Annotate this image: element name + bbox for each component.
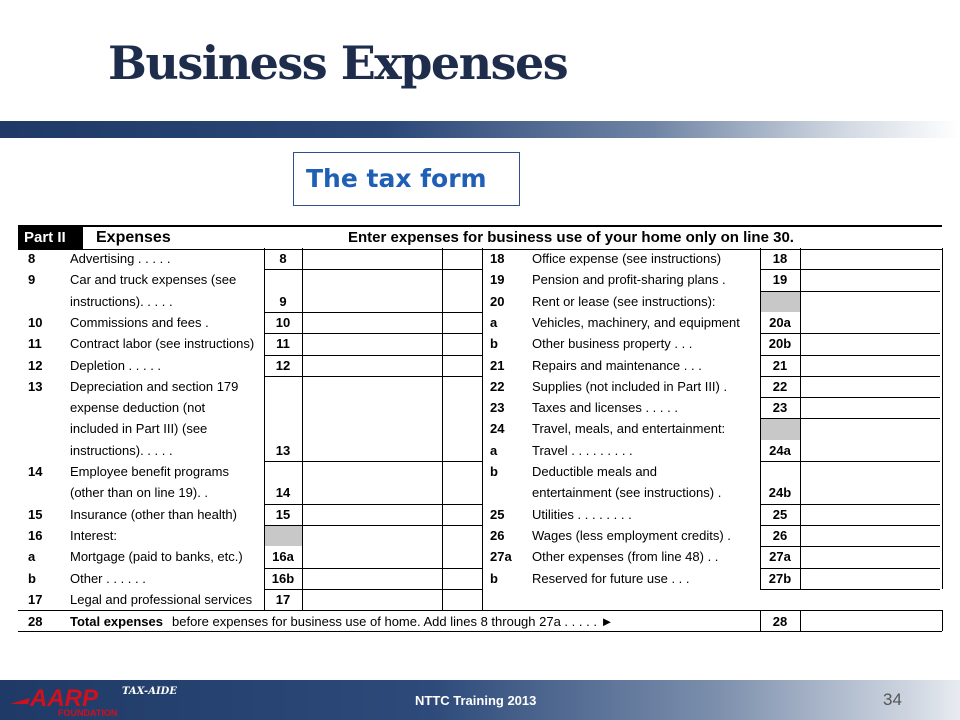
shaded-cell xyxy=(761,292,800,312)
right-line-label: Other business property . . . xyxy=(532,336,693,352)
footer-taxaide: TAX-AIDE xyxy=(122,686,177,697)
left-line-label: included in Part III) (see xyxy=(70,421,208,437)
left-line-label: Commissions and fees . xyxy=(70,314,209,330)
left-line-label: Contract labor (see instructions) xyxy=(70,336,255,352)
left-line-box: 11 xyxy=(276,336,290,352)
right-line-box: 20a xyxy=(769,314,791,330)
column-rule xyxy=(264,248,265,610)
right-line-label: Travel, meals, and entertainment: xyxy=(532,421,726,437)
left-line-number: b xyxy=(28,570,36,586)
row-rule xyxy=(264,589,482,590)
left-line-number: 9 xyxy=(28,272,36,288)
right-line-number: 19 xyxy=(490,272,505,288)
right-line-label: Wages (less employment credits) . xyxy=(532,527,731,543)
right-line-box: 22 xyxy=(772,378,788,394)
left-line-box: 9 xyxy=(279,293,287,309)
left-line-number: 13 xyxy=(28,378,43,394)
total-line-number: 28 xyxy=(28,614,43,630)
column-rule xyxy=(942,248,943,589)
row-rule xyxy=(760,355,940,356)
right-line-box: 26 xyxy=(772,527,788,543)
row-rule xyxy=(264,568,482,569)
right-line-label: Rent or lease (see instructions): xyxy=(532,293,716,309)
right-line-box: 21 xyxy=(772,357,788,373)
left-line-label: instructions). . . . . xyxy=(70,442,173,458)
row-rule xyxy=(760,525,940,526)
left-line-number: a xyxy=(28,549,36,565)
right-line-label: entertainment (see instructions) . xyxy=(532,485,722,501)
row-rule xyxy=(760,589,940,590)
form-header xyxy=(18,225,942,250)
row-rule xyxy=(760,546,940,547)
total-bottom-rule xyxy=(18,631,942,632)
row-rule xyxy=(760,397,940,398)
right-line-number: 24 xyxy=(490,421,505,437)
left-line-label: Car and truck expenses (see xyxy=(70,272,237,288)
right-line-label: Office expense (see instructions) xyxy=(532,251,722,266)
row-rule xyxy=(760,461,940,462)
column-rule xyxy=(760,610,761,631)
right-line-number: 26 xyxy=(490,527,505,543)
footer-center-text: NTTC Training 2013 xyxy=(415,693,537,708)
right-line-label: Vehicles, machinery, and equipment xyxy=(532,314,740,330)
right-line-label: Supplies (not included in Part III) . xyxy=(532,378,728,394)
left-line-label: expense deduction (not xyxy=(70,400,206,416)
total-line-box: 28 xyxy=(772,614,788,630)
left-line-box: 12 xyxy=(275,357,291,373)
right-line-box: 25 xyxy=(772,506,788,522)
total-line-label: before expenses for business use of home. Add lines 8 through 27a . . . . . ► xyxy=(172,614,614,630)
callout-text: The tax form xyxy=(306,164,487,193)
left-line-number: 14 xyxy=(28,464,43,479)
left-line-label: Insurance (other than health) xyxy=(70,506,237,522)
row-rule xyxy=(760,269,940,270)
column-rule xyxy=(482,248,483,610)
right-line-number: 22 xyxy=(490,378,505,394)
left-line-number: 11 xyxy=(28,336,42,352)
right-line-number: b xyxy=(490,336,498,352)
right-line-label: Deductible meals and xyxy=(532,464,658,479)
right-line-number: 18 xyxy=(490,251,505,266)
left-line-box: 10 xyxy=(275,314,291,330)
left-line-label: (other than on line 19). . xyxy=(70,485,209,501)
left-line-label: Depletion . . . . . xyxy=(70,357,162,373)
left-line-box: 15 xyxy=(275,506,291,522)
right-line-box: 27b xyxy=(768,570,792,586)
right-line-box: 19 xyxy=(772,272,788,288)
right-line-number: a xyxy=(490,314,498,330)
left-line-number: 16 xyxy=(28,527,43,543)
shaded-cell xyxy=(761,419,800,439)
callout-box xyxy=(293,152,520,206)
left-line-label: Advertising . . . . . xyxy=(70,251,171,266)
column-rule xyxy=(800,610,801,631)
left-line-label: instructions). . . . . xyxy=(70,293,173,309)
left-line-box: 16b xyxy=(271,570,295,586)
left-line-label: Interest: xyxy=(70,527,117,543)
form-part-label: Part II xyxy=(18,227,83,249)
column-rule xyxy=(442,248,443,610)
row-rule xyxy=(760,333,940,334)
left-line-box: 8 xyxy=(279,251,287,266)
total-top-rule xyxy=(18,610,942,611)
row-rule xyxy=(264,333,482,334)
row-rule xyxy=(264,355,482,356)
right-line-box: 24b xyxy=(768,485,792,501)
left-line-number: 8 xyxy=(28,251,36,266)
row-rule xyxy=(264,269,482,270)
form-instruction: Enter expenses for business use of your home only on line 30. xyxy=(348,229,794,246)
right-line-box: 18 xyxy=(772,251,788,266)
row-rule xyxy=(264,504,482,505)
right-line-box: 20b xyxy=(768,336,792,352)
right-line-number: 27a xyxy=(490,549,512,565)
right-line-number: 25 xyxy=(490,506,505,522)
right-line-number: b xyxy=(490,570,498,586)
right-line-label: Travel . . . . . . . . . xyxy=(532,442,633,458)
svg-text:AARP: AARP xyxy=(30,685,99,712)
left-line-box: 13 xyxy=(275,442,291,458)
left-line-label: Employee benefit programs xyxy=(70,464,229,479)
right-line-number: 21 xyxy=(490,357,505,373)
left-line-number: 17 xyxy=(28,591,43,607)
column-rule xyxy=(800,248,801,589)
left-line-label: Other . . . . . . xyxy=(70,570,146,586)
left-line-label: Depreciation and section 179 xyxy=(70,378,239,394)
left-line-box: 17 xyxy=(275,591,291,607)
row-rule xyxy=(264,376,482,377)
right-line-label: Pension and profit-sharing plans . xyxy=(532,272,726,288)
left-line-number: 15 xyxy=(28,506,43,522)
slide-title: Business Expenses xyxy=(108,36,568,90)
column-rule xyxy=(302,248,303,610)
title-divider-bar xyxy=(0,121,960,138)
left-line-number: 10 xyxy=(28,314,43,330)
row-rule xyxy=(264,461,482,462)
footer-foundation: FOUNDATION xyxy=(58,708,118,718)
right-line-label: Repairs and maintenance . . . xyxy=(532,357,702,373)
row-rule xyxy=(264,312,482,313)
right-line-number: a xyxy=(490,442,498,458)
left-line-label: Legal and professional services xyxy=(70,591,253,607)
left-line-box: 16a xyxy=(272,549,294,565)
shaded-cell xyxy=(265,526,302,546)
page-number: 34 xyxy=(883,690,902,709)
left-line-label: Mortgage (paid to banks, etc.) xyxy=(70,549,243,565)
form-section-title: Expenses xyxy=(96,229,171,246)
column-rule xyxy=(942,610,943,631)
row-rule xyxy=(760,504,940,505)
row-rule xyxy=(760,568,940,569)
left-line-number: 12 xyxy=(28,357,43,373)
right-line-number: 23 xyxy=(490,400,505,416)
right-line-label: Taxes and licenses . . . . . xyxy=(532,400,678,416)
right-line-box: 27a xyxy=(769,549,791,565)
right-line-box: 23 xyxy=(772,400,788,416)
row-rule xyxy=(760,376,940,377)
right-line-label: Other expenses (from line 48) . . xyxy=(532,549,719,565)
right-line-number: b xyxy=(490,464,498,479)
left-line-box: 14 xyxy=(275,485,291,501)
right-line-label: Utilities . . . . . . . . xyxy=(532,506,632,522)
right-line-box: 24a xyxy=(769,442,791,458)
total-line-bold: Total expenses xyxy=(70,614,163,630)
right-line-label: Reserved for future use . . . xyxy=(532,570,690,586)
right-line-number: 20 xyxy=(490,293,505,309)
